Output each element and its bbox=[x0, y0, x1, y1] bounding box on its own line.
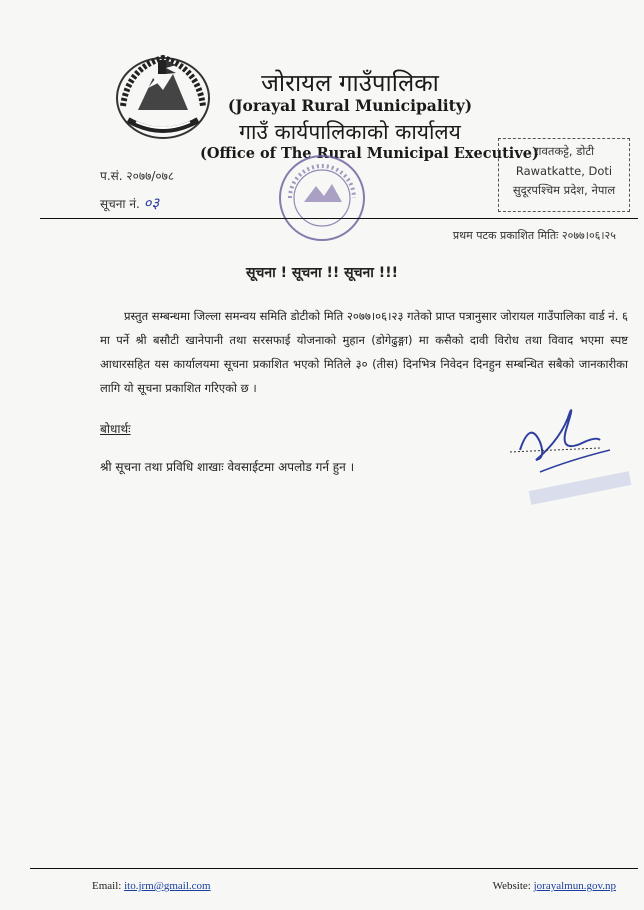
footer-divider bbox=[30, 868, 638, 869]
footer-email bbox=[92, 880, 211, 892]
notice-title: सूचना ! सूचना !! सूचना !!! bbox=[246, 265, 398, 281]
municipality-name-en: (Jorayal Rural Municipality) bbox=[227, 96, 473, 115]
nepal-emblem-icon bbox=[108, 48, 218, 144]
signature-and-stamp bbox=[500, 400, 640, 510]
email-link[interactable]: ito.jrm@gmail.com bbox=[124, 880, 211, 892]
office-name-np: गाउँ कार्यपालिकाको कार्यालय bbox=[239, 120, 461, 144]
address-line-2: Rawatkatte, Doti bbox=[515, 164, 613, 178]
address-box bbox=[498, 138, 630, 212]
notice-body: प्रस्तुत सम्बन्धमा जिल्ला समन्वय समिति डोटीको मिति २०७७।०६।२३ गतेको प्राप्त पत्रानुसार जोरायल गाउँपालिका वार्ड नं. ६ मा पर्ने श्री बसौटी खानेपानी तथा सरसफाई योजनाको मुहान (डोगेढुङ्गा) मा कसैको दावी विरोध तथा विवाद भएमा स्पष्ट आधारसहित यस कार्यालयमा सूचना प्रकाशित भएको मितिले ३० (तीस) दिनभित्र निवेदन दिनहुन सम्बन्धित सबैको जानकारीका लागि यो सूचना प्रकाशित गरिएको छ । bbox=[100, 308, 628, 395]
municipality-name-np: जोरायल गाउँपालिका bbox=[261, 69, 439, 97]
notice-number-handwritten: ०३ bbox=[143, 194, 160, 212]
address-line-1: रावतकट्टे, डोटी bbox=[533, 144, 595, 158]
footer-website bbox=[493, 880, 616, 892]
website-label: Website: bbox=[492, 880, 531, 892]
website-link[interactable]: jorayalmun.gov.np bbox=[533, 880, 616, 892]
header-divider bbox=[40, 218, 638, 219]
office-stamp bbox=[274, 150, 370, 246]
bodhartha-label: बोधार्थः bbox=[100, 422, 131, 436]
address-line-3: सुदूरपश्चिम प्रदेश, नेपाल bbox=[512, 183, 616, 197]
reference-number: प.सं. २०७७/०७८ bbox=[100, 169, 175, 183]
cc-line: श्री सूचना तथा प्रविधि शाखाः वेवसाईटमा अपलोड गर्न हुन । bbox=[100, 460, 355, 474]
notice-number-label: सूचना नं. bbox=[100, 197, 140, 211]
office-name-en: (Office of The Rural Municipal Executive) bbox=[200, 145, 539, 162]
published-date: प्रथम पटक प्रकाशित मितिः २०७७।०६।२५ bbox=[452, 229, 616, 242]
email-label: Email: bbox=[92, 880, 122, 892]
notice-number-row bbox=[100, 193, 159, 213]
